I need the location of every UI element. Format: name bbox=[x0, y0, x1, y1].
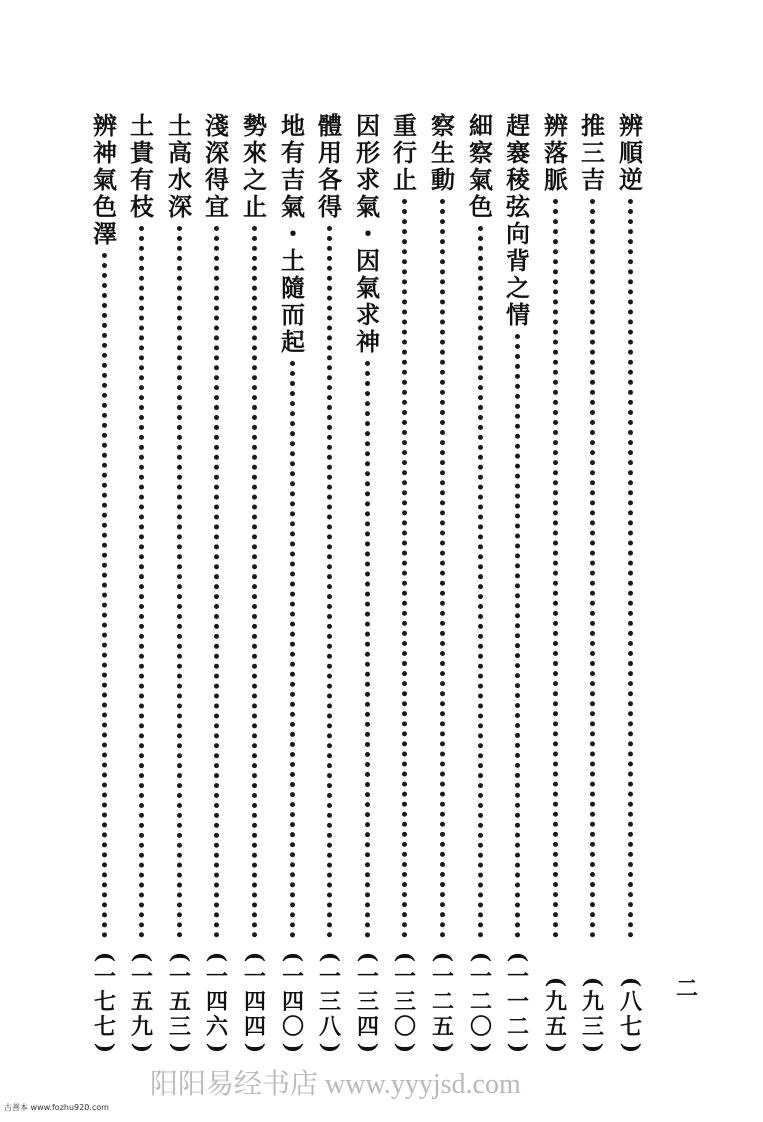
toc-entry-page: ( 一 三 四 ) bbox=[354, 951, 381, 1054]
source-note: 古善本 www.fozhu920.com bbox=[4, 1103, 109, 1112]
leader-dots bbox=[590, 199, 595, 938]
toc-entry bbox=[236, 112, 274, 1056]
toc-entry-page: ( 九 五 ) bbox=[542, 976, 569, 1054]
toc-entry bbox=[311, 112, 349, 1056]
toc-entry-title: 因 形 求 氣 ・ 因 氣 求 神 bbox=[356, 111, 380, 356]
toc-entry bbox=[386, 112, 424, 1056]
toc-entry bbox=[349, 112, 387, 1056]
toc-entry-title: 趕 褰 稜 弦 向 背 之 情 bbox=[506, 111, 530, 329]
toc-entry-title: 細 察 氣 色 bbox=[469, 111, 493, 221]
toc-entry-page: ( 一 二 五 ) bbox=[429, 951, 456, 1054]
toc-entry-page: ( 九 三 ) bbox=[579, 976, 606, 1054]
leader-dots bbox=[478, 226, 483, 938]
toc-entry-title: 辨 神 氣 色 澤 bbox=[93, 111, 117, 248]
toc-entry bbox=[123, 112, 161, 1056]
toc-entry-page: ( 一 四 六 ) bbox=[203, 951, 230, 1054]
toc-entry bbox=[274, 112, 312, 1056]
leader-dots bbox=[252, 226, 257, 938]
toc-entry-title: 推 三 吉 bbox=[581, 111, 605, 194]
toc-entry-page: ( 一 四 四 ) bbox=[241, 951, 268, 1054]
toc-entry bbox=[424, 112, 462, 1056]
toc-entry-page: ( 一 五 三 ) bbox=[166, 951, 193, 1054]
leader-dots bbox=[214, 226, 219, 938]
toc-entry-title: 辨 順 逆 bbox=[619, 111, 643, 194]
leader-dots bbox=[553, 199, 558, 938]
leader-dots bbox=[365, 361, 370, 938]
toc-entry-page: ( 一 三 八 ) bbox=[316, 951, 343, 1054]
toc-entry bbox=[86, 112, 124, 1056]
toc-entry-page: ( 一 三 〇 ) bbox=[391, 951, 418, 1054]
toc-entry-title: 重 行 止 bbox=[393, 111, 417, 194]
toc-entry bbox=[612, 112, 650, 1056]
page-number: 二 bbox=[675, 976, 698, 1002]
toc-entry-page: ( 一 一 二 ) bbox=[504, 951, 531, 1054]
toc-entry-title: 土 貴 有 枝 bbox=[130, 111, 154, 221]
leader-dots bbox=[177, 226, 182, 938]
toc-entry bbox=[574, 112, 612, 1056]
toc-entry bbox=[537, 112, 575, 1056]
toc-entry-title: 辨 落 脈 bbox=[544, 111, 568, 194]
leader-dots bbox=[515, 334, 520, 938]
toc-entry-page: ( 一 七 七 ) bbox=[91, 951, 118, 1054]
toc-entry-title: 察 生 動 bbox=[431, 111, 455, 194]
toc-entry-title: 土 高 水 深 bbox=[168, 111, 192, 221]
toc-entry-title: 淺 深 得 宜 bbox=[205, 111, 229, 221]
toc-entry bbox=[462, 112, 500, 1056]
toc-entry-page: ( 八 七 ) bbox=[617, 976, 644, 1054]
toc-entry bbox=[161, 112, 199, 1056]
leader-dots bbox=[628, 199, 633, 938]
leader-dots bbox=[327, 226, 332, 938]
toc-entry-title: 勢 來 之 止 bbox=[243, 111, 267, 221]
toc-entry-page: ( 一 二 〇 ) bbox=[467, 951, 494, 1054]
toc-entry-title: 體 用 各 得 bbox=[318, 111, 342, 221]
toc-entry-title: 地 有 吉 氣 ・ 土 隨 而 起 bbox=[281, 111, 305, 356]
watermark: 阳阳易经书店 www.yyyjsd.com bbox=[150, 1069, 521, 1100]
toc-entry bbox=[499, 112, 537, 1056]
leader-dots bbox=[102, 253, 107, 938]
toc-entry-page: ( 一 四 〇 ) bbox=[279, 951, 306, 1054]
leader-dots bbox=[139, 226, 144, 938]
toc-entry bbox=[198, 112, 236, 1056]
leader-dots bbox=[402, 199, 407, 938]
leader-dots bbox=[290, 361, 295, 938]
toc-entry-page: ( 一 五 九 ) bbox=[128, 951, 155, 1054]
leader-dots bbox=[440, 199, 445, 938]
